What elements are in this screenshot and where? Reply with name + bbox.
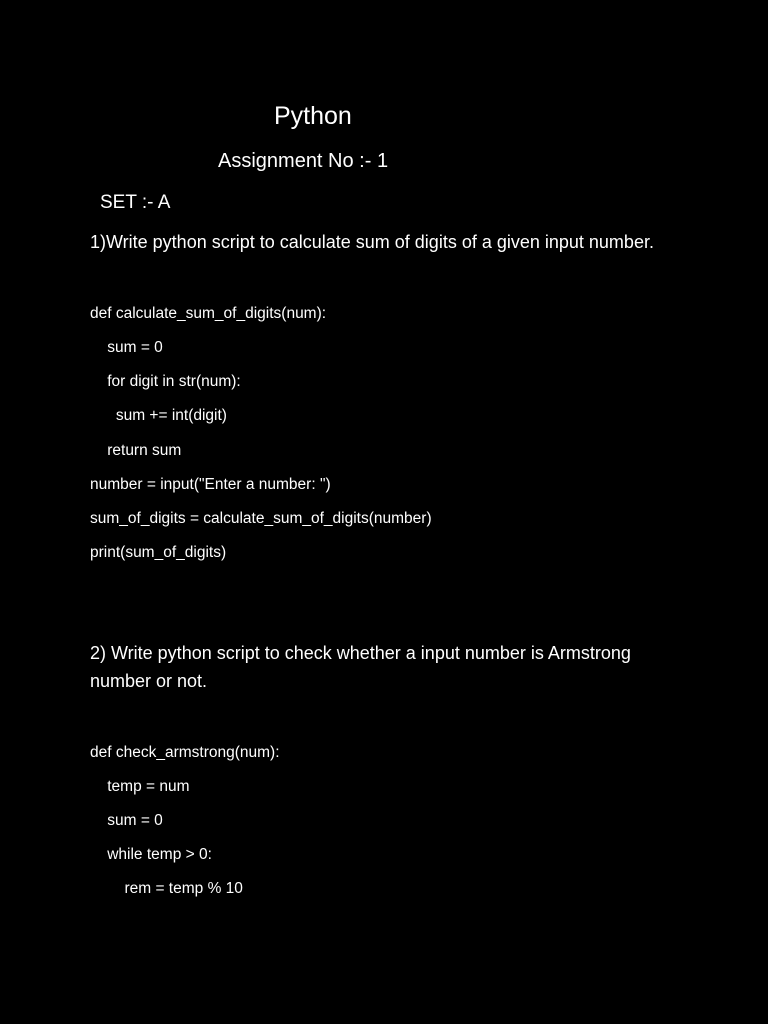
page-title: Python: [274, 102, 352, 130]
code-line: def calculate_sum_of_digits(num):: [90, 305, 327, 322]
code-line: rem = temp % 10: [90, 880, 243, 897]
code-line: print(sum_of_digits): [90, 544, 227, 561]
code-line: while temp > 0:: [90, 846, 212, 863]
assignment-number: Assignment No :- 1: [218, 150, 389, 172]
code-line: for digit in str(num):: [90, 373, 241, 390]
code-line: return sum: [90, 442, 182, 459]
code-line: def check_armstrong(num):: [90, 744, 280, 761]
question-2-prompt: 2) Write python script to check whether a input number is Armstrong number or not.: [90, 643, 631, 691]
question-1-prompt: 1)Write python script to calculate sum of digits of a given input number.: [90, 232, 654, 252]
set-label: SET :- A: [100, 192, 171, 213]
code-line: number = input("Enter a number: "): [90, 476, 331, 493]
code-line: sum += int(digit): [90, 407, 227, 424]
code-line: sum = 0: [90, 812, 163, 829]
code-line: temp = num: [90, 778, 190, 795]
code-line: sum = 0: [90, 339, 163, 356]
code-line: sum_of_digits = calculate_sum_of_digits(number): [90, 510, 432, 527]
